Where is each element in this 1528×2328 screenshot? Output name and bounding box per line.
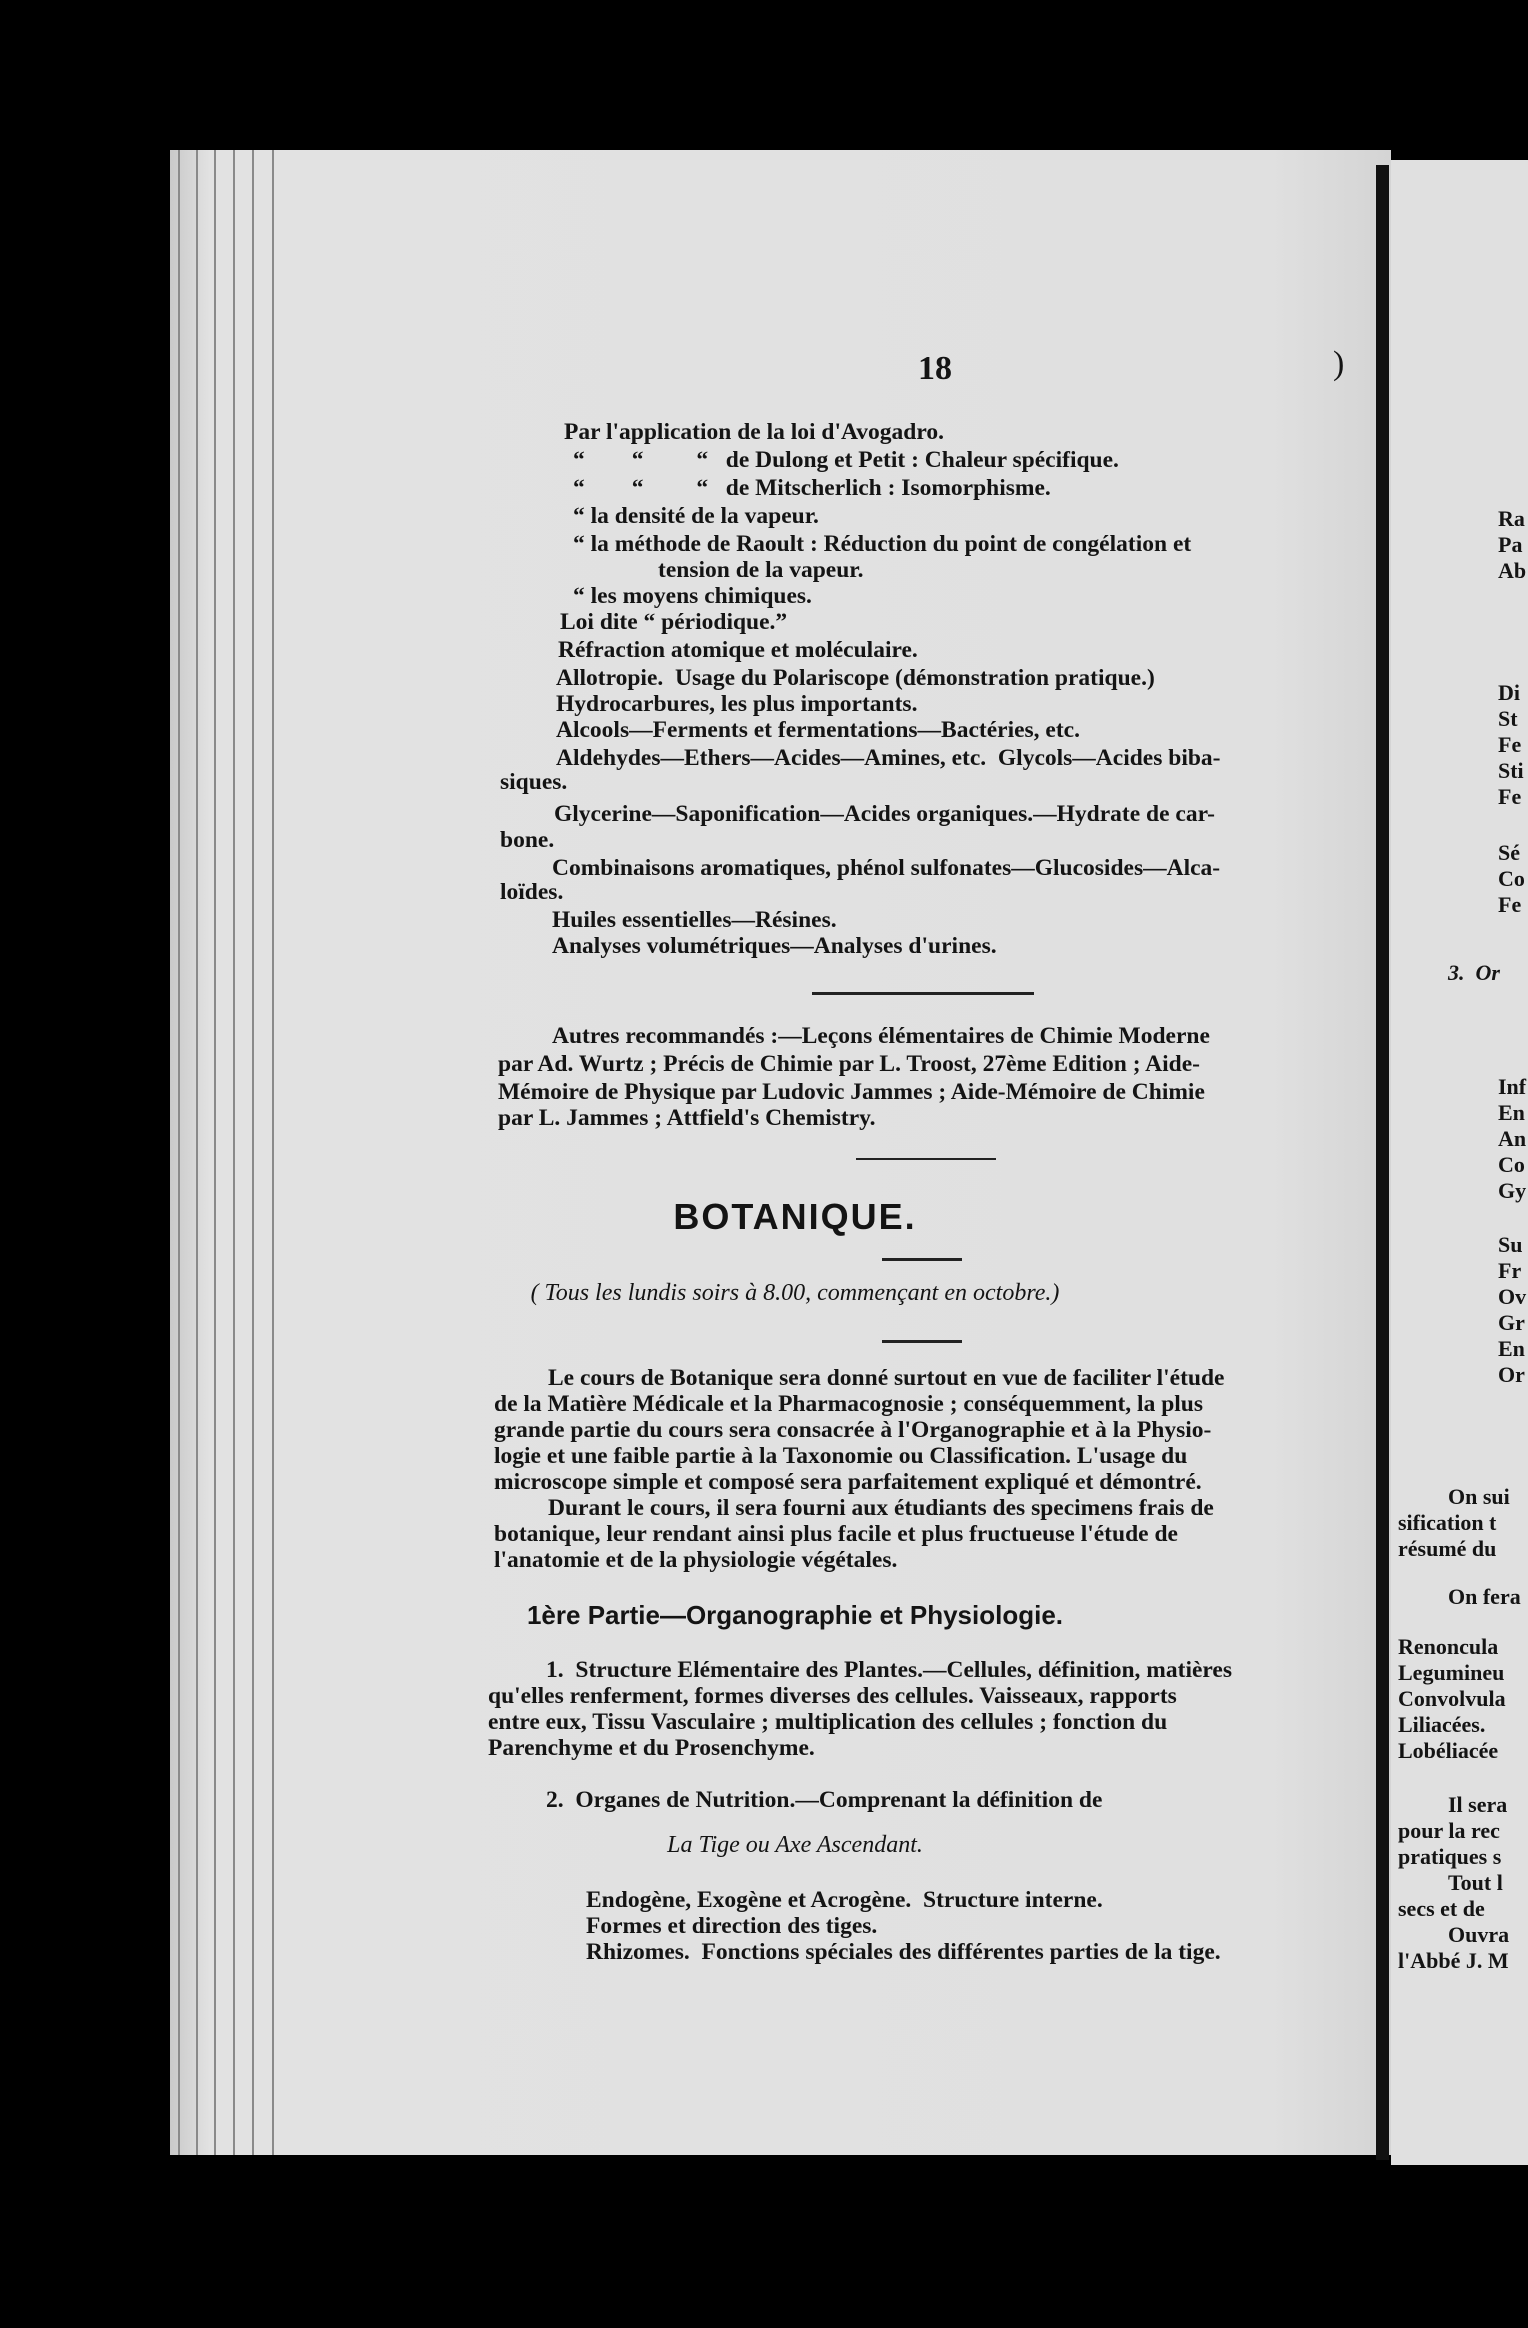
chimie-line: “ la densité de la vapeur.: [573, 503, 819, 529]
intro-line: de la Matière Médicale et la Pharmacognosie ; conséquemment, la plus: [494, 1391, 1204, 1417]
chimie-line: “ les moyens chimiques.: [573, 583, 812, 609]
right-fragment: Inf: [1498, 1074, 1527, 1099]
chimie-line: “ “ “ de Mitscherlich : Isomorphisme.: [573, 475, 1051, 501]
right-fragment: sification t: [1398, 1510, 1497, 1535]
part-heading: 1ère Partie—Organographie et Physiologie.: [526, 1600, 1064, 1630]
chimie-line: Par l'application de la loi d'Avogadro.: [564, 419, 944, 445]
right-fragment: Tout l: [1448, 1870, 1503, 1895]
right-fragment: Convolvula: [1398, 1686, 1506, 1711]
right-fragment: Fr: [1498, 1258, 1522, 1283]
autres-line: Mémoire de Physique par Ludovic Jammes ; Aide-Mémoire de Chimie: [498, 1079, 1205, 1105]
right-fragment: Il sera: [1448, 1792, 1508, 1817]
section1-line: qu'elles renferment, formes diverses des cellules. Vaisseaux, rapports: [488, 1683, 1177, 1709]
chimie-line: tension de la vapeur.: [658, 557, 864, 583]
section-rule: [856, 1158, 996, 1160]
right-fragment: Fe: [1498, 784, 1522, 809]
right-fragment: Co: [1498, 1152, 1525, 1177]
right-fragment: Lobéliacée: [1398, 1738, 1499, 1763]
section1-line: Parenchyme et du Prosenchyme.: [488, 1735, 815, 1761]
section-rule: [812, 992, 1034, 995]
right-fragment: Renoncula: [1398, 1634, 1499, 1659]
right-fragment: Ov: [1498, 1284, 1527, 1309]
intro-line: Durant le cours, il sera fourni aux étudiants des specimens frais de: [548, 1495, 1214, 1521]
right-fragment: En: [1498, 1336, 1525, 1361]
right-fragment: l'Abbé J. M: [1398, 1948, 1509, 1973]
tige-line: Rhizomes. Fonctions spéciales des différentes parties de la tige.: [586, 1939, 1221, 1965]
chimie-line: Combinaisons aromatiques, phénol sulfonates—Glucosides—Alca-: [552, 855, 1221, 881]
right-fragment: Ouvra: [1448, 1922, 1510, 1947]
right-fragment: Liliacées.: [1398, 1712, 1486, 1737]
title-rule: [882, 1258, 962, 1261]
right-fragment: Su: [1498, 1232, 1523, 1257]
right-fragment: résumé du: [1398, 1536, 1497, 1561]
right-fragment: Fe: [1498, 892, 1522, 917]
chimie-line: “ la méthode de Raoult : Réduction du point de congélation et: [573, 531, 1192, 557]
intro-line: grande partie du cours sera consacrée à l'Organographie et à la Physio-: [494, 1417, 1212, 1443]
tige-line: Formes et direction des tiges.: [586, 1913, 878, 1939]
page-number: 18: [918, 350, 952, 387]
chimie-line: Allotropie. Usage du Polariscope (démonstration pratique.): [556, 665, 1155, 691]
right-fragment: Gy: [1498, 1178, 1527, 1203]
autres-line: par L. Jammes ; Attfield's Chemistry.: [498, 1105, 876, 1131]
right-fragment: Pa: [1498, 532, 1523, 557]
right-fragment: An: [1498, 1126, 1527, 1151]
right-fragment: On sui: [1448, 1484, 1510, 1509]
botanique-subtitle: ( Tous les lundis soirs à 8.00, commençant en octobre.): [530, 1280, 1060, 1306]
chimie-line: Réfraction atomique et moléculaire.: [558, 637, 918, 663]
intro-line: l'anatomie et de la physiologie végétales.: [494, 1547, 898, 1573]
corner-mark: ): [1333, 345, 1345, 382]
chimie-line: Loi dite “ périodique.”: [560, 609, 788, 635]
chimie-line: Hydrocarbures, les plus importants.: [556, 691, 918, 717]
chimie-line: Huiles essentielles—Résines.: [552, 907, 837, 933]
autres-line: par Ad. Wurtz ; Précis de Chimie par L. Troost, 27ème Edition ; Aide-: [498, 1051, 1200, 1077]
intro-line: microscope simple et composé sera parfaitement expliqué et démontré.: [494, 1469, 1202, 1495]
section1-line: 1. Structure Elémentaire des Plantes.—Cellules, définition, matières: [546, 1657, 1232, 1683]
gutter-rule: [1376, 165, 1389, 2160]
chimie-line: Aldehydes—Ethers—Acides—Amines, etc. Glycols—Acides biba-: [556, 745, 1221, 771]
section2-line: 2. Organes de Nutrition.—Comprenant la définition de: [546, 1787, 1103, 1813]
right-fragment: Ra: [1498, 506, 1525, 531]
right-fragment: Sé: [1498, 840, 1520, 865]
right-fragment: Ab: [1498, 558, 1527, 583]
tige-line: Endogène, Exogène et Acrogène. Structure interne.: [586, 1887, 1103, 1913]
chimie-line: Alcools—Ferments et fermentations—Bactéries, etc.: [556, 717, 1080, 743]
right-fragment: Or: [1498, 1362, 1525, 1387]
chimie-line: siques.: [500, 769, 568, 795]
right-fragment: Co: [1498, 866, 1525, 891]
right-fragment: Sti: [1498, 758, 1524, 783]
right-fragment: Gr: [1498, 1310, 1525, 1335]
section1-line: entre eux, Tissu Vasculaire ; multiplication des cellules ; fonction du: [488, 1709, 1168, 1735]
intro-line: Le cours de Botanique sera donné surtout en vue de faciliter l'étude: [548, 1365, 1225, 1391]
chimie-line: bone.: [500, 827, 555, 853]
right-fragment: 3. Or: [1448, 960, 1500, 985]
right-fragment: On fera: [1448, 1584, 1521, 1609]
right-fragment: pratiques s: [1398, 1844, 1502, 1869]
la-tige-heading: La Tige ou Axe Ascendant.: [667, 1832, 923, 1858]
chimie-line: Analyses volumétriques—Analyses d'urines.: [552, 933, 997, 959]
title-rule: [882, 1340, 962, 1343]
botanique-title: BOTANIQUE.: [673, 1196, 917, 1237]
chimie-line: “ “ “ de Dulong et Petit : Chaleur spécifique.: [573, 447, 1119, 473]
right-fragment: pour la rec: [1398, 1818, 1500, 1843]
right-fragment: St: [1498, 706, 1518, 731]
right-fragment: En: [1498, 1100, 1525, 1125]
autres-line: Autres recommandés :—Leçons élémentaires de Chimie Moderne: [552, 1023, 1210, 1049]
right-fragment: Legumineu: [1398, 1660, 1505, 1685]
chimie-line: loïdes.: [500, 879, 564, 905]
intro-line: logie et une faible partie à la Taxonomie ou Classification. L'usage du: [494, 1443, 1188, 1469]
right-fragment: Di: [1498, 680, 1520, 705]
chimie-line: Glycerine—Saponification—Acides organiques.—Hydrate de car-: [554, 801, 1215, 827]
intro-line: botanique, leur rendant ainsi plus facile et plus fructueuse l'étude de: [494, 1521, 1178, 1547]
right-fragment: secs et de: [1398, 1896, 1485, 1921]
right-fragment: Fe: [1498, 732, 1522, 757]
